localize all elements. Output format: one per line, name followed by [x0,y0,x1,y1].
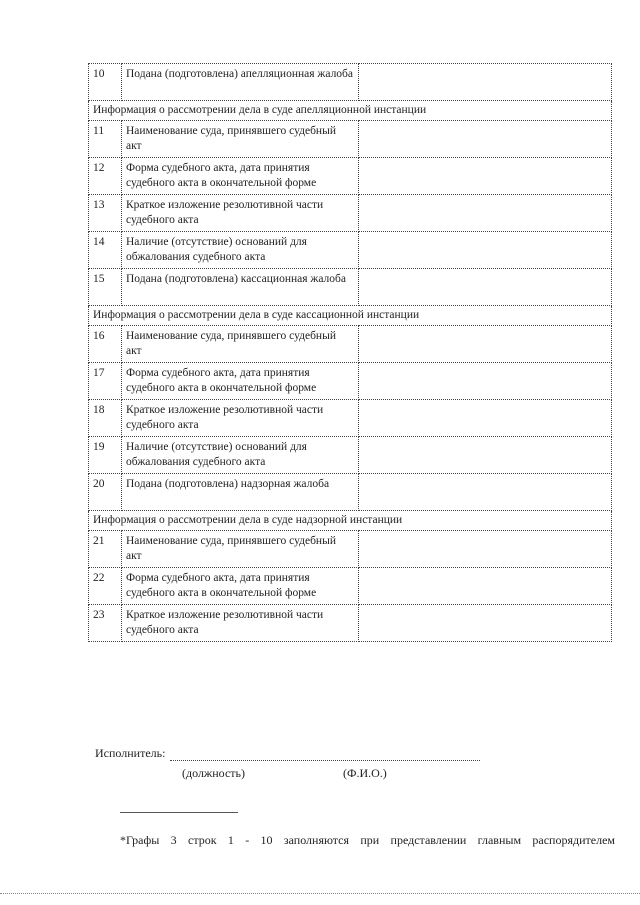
row-label: Наличие (отсутствие) оснований для обжалования судебного акта [122,232,359,269]
row-number: 11 [89,121,122,158]
row-number: 18 [89,400,122,437]
table-row [89,121,612,158]
table-row [89,232,612,269]
row-number: 10 [89,64,122,101]
table-row [89,269,612,306]
footnote-separator [120,812,238,813]
row-value-cell [359,437,612,474]
row-number: 12 [89,158,122,195]
row-number: 23 [89,605,122,642]
row-number: 13 [89,195,122,232]
row-label: Краткое изложение резолютивной части судебного акта [122,195,359,232]
row-label: Наименование суда, принявшего судебный акт [122,121,359,158]
table-row [89,437,612,474]
row-label: Форма судебного акта, дата принятия судебного акта в окончательной форме [122,363,359,400]
row-number: 22 [89,568,122,605]
row-label: Форма судебного акта, дата принятия судебного акта в окончательной форме [122,568,359,605]
row-value-cell [359,64,612,101]
row-value-cell [359,121,612,158]
section-header-row [89,511,612,531]
section-header-label: Информация о рассмотрении дела в суде апелляционной инстанции [89,101,612,121]
table-row [89,363,612,400]
row-number: 21 [89,531,122,568]
table-row [89,474,612,511]
row-number: 20 [89,474,122,511]
section-header-label: Информация о рассмотрении дела в суде кассационной инстанции [89,306,612,326]
page-edge-line [0,893,640,894]
court-case-info-table [88,63,612,642]
position-caption: (должность) [182,766,245,780]
row-label: Наименование суда, принявшего судебный акт [122,326,359,363]
table-row [89,531,612,568]
row-label: Подана (подготовлена) апелляционная жалоба [122,64,359,101]
row-label: Краткое изложение резолютивной части судебного акта [122,605,359,642]
table-row [89,158,612,195]
signature-label: Исполнитель: [95,746,166,760]
row-number: 14 [89,232,122,269]
footnote-text: *Графы 3 строк 1 - 10 заполняются при представлении главным распорядителем [120,833,615,847]
table-body [89,64,612,642]
row-value-cell [359,195,612,232]
row-value-cell [359,326,612,363]
row-label: Краткое изложение резолютивной части судебного акта [122,400,359,437]
row-value-cell [359,531,612,568]
row-value-cell [359,269,612,306]
row-label: Подана (подготовлена) кассационная жалоба [122,269,359,306]
row-value-cell [359,568,612,605]
row-value-cell [359,363,612,400]
table-row [89,326,612,363]
name-caption: (Ф.И.О.) [343,766,387,780]
row-value-cell [359,474,612,511]
row-number: 19 [89,437,122,474]
row-label: Наличие (отсутствие) оснований для обжалования судебного акта [122,437,359,474]
table-row [89,400,612,437]
row-number: 17 [89,363,122,400]
row-label: Форма судебного акта, дата принятия судебного акта в окончательной форме [122,158,359,195]
row-value-cell [359,400,612,437]
section-header-row [89,101,612,121]
signature-line [170,760,480,761]
row-value-cell [359,605,612,642]
row-label: Наименование суда, принявшего судебный акт [122,531,359,568]
row-value-cell [359,232,612,269]
table-row [89,568,612,605]
section-header-row [89,306,612,326]
row-number: 16 [89,326,122,363]
table-row [89,64,612,101]
table-row [89,605,612,642]
section-header-label: Информация о рассмотрении дела в суде надзорной инстанции [89,511,612,531]
row-number: 15 [89,269,122,306]
table-row [89,195,612,232]
row-label: Подана (подготовлена) надзорная жалоба [122,474,359,511]
row-value-cell [359,158,612,195]
